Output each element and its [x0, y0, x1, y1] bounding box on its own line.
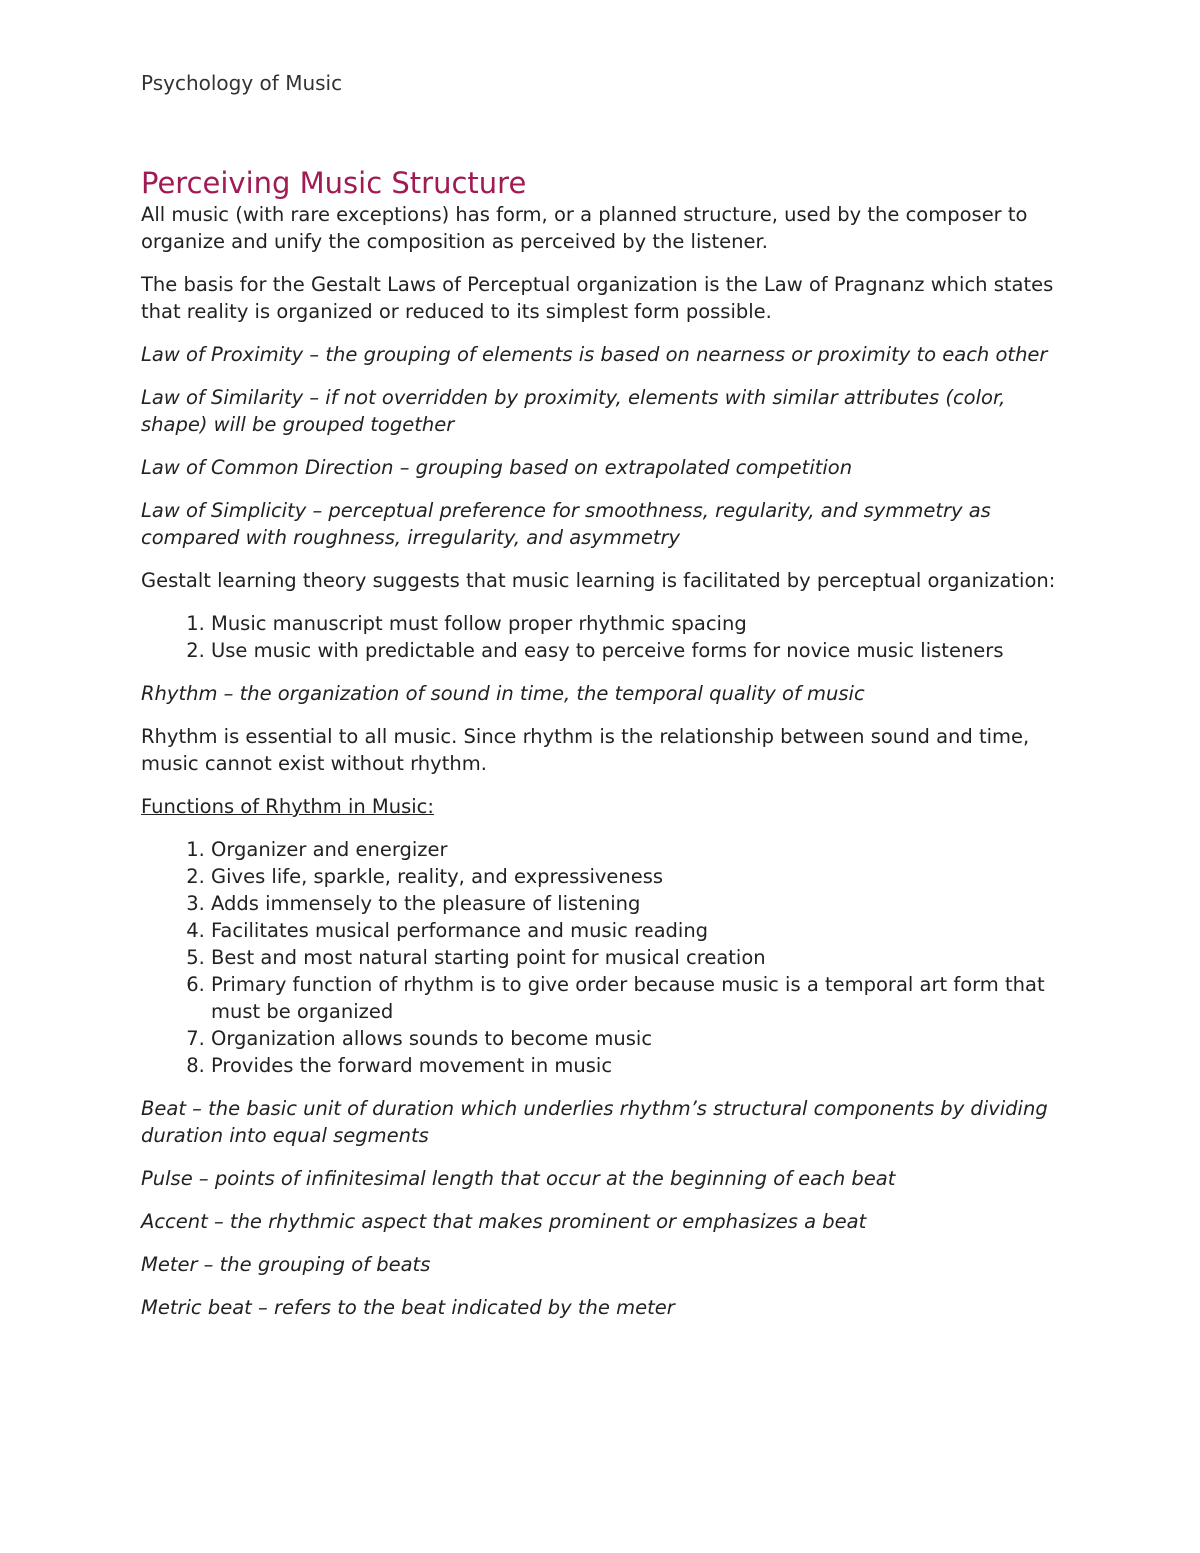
functions-heading	[141, 793, 1061, 820]
list-item: 4. Facilitates musical performance and music reading	[211, 917, 1061, 944]
gestalt-learning-paragraph: Gestalt learning theory suggests that music learning is facilitated by perceptual organization:	[141, 569, 1056, 592]
list-item: 2. Gives life, sparkle, reality, and expressiveness	[211, 863, 1061, 890]
running-header: Psychology of Music	[141, 71, 343, 95]
definition-accent: Accent – the rhythmic aspect that makes prominent or emphasizes a beat	[141, 1210, 867, 1233]
list-item: 8. Provides the forward movement in music	[211, 1052, 1061, 1079]
definition-meter: Meter – the grouping of beats	[141, 1253, 431, 1276]
list-item: 6. Primary function of rhythm is to give order because music is a temporal art form that must be organized	[211, 971, 1061, 1025]
learning-points-list	[141, 610, 1061, 664]
list-item: 7. Organization allows sounds to become music	[211, 1025, 1061, 1052]
intro-paragraph: All music (with rare exceptions) has form, or a planned structure, used by the composer to organize and unify the composition as perceived by the listener.	[141, 203, 1028, 253]
list-item: 3. Adds immensely to the pleasure of listening	[211, 890, 1061, 917]
definition-beat: Beat – the basic unit of duration which underlies rhythm’s structural components by dividing duration into equal segments	[141, 1097, 1048, 1147]
gestalt-basis-paragraph: The basis for the Gestalt Laws of Perceptual organization is the Law of Pragnanz which states that reality is organized or reduced to its simplest form possible.	[141, 273, 1054, 323]
functions-list	[141, 836, 1061, 1079]
list-item: 1. Music manuscript must follow proper rhythmic spacing	[211, 610, 1061, 637]
law-similarity: Law of Similarity – if not overridden by proximity, elements with similar attributes (color, shape) will be grouped together	[141, 386, 1006, 436]
list-item: 1. Organizer and energizer	[211, 836, 1061, 863]
list-item: 2. Use music with predictable and easy to perceive forms for novice music listeners	[211, 637, 1061, 664]
law-proximity: Law of Proximity – the grouping of elements is based on nearness or proximity to each other	[141, 343, 1048, 366]
law-common-direction: Law of Common Direction – grouping based on extrapolated competition	[141, 456, 853, 479]
section-title: Perceiving Music Structure	[141, 166, 527, 200]
rhythm-essential-paragraph: Rhythm is essential to all music. Since rhythm is the relationship between sound and time, music cannot exist without rhythm.	[141, 725, 1030, 775]
definition-metric-beat: Metric beat – refers to the beat indicated by the meter	[141, 1296, 675, 1319]
functions-heading-text: Functions of Rhythm in Music:	[141, 795, 434, 818]
rhythm-definition: Rhythm – the organization of sound in time, the temporal quality of music	[141, 682, 865, 705]
document-body	[141, 165, 1061, 1337]
list-item: 5. Best and most natural starting point for musical creation	[211, 944, 1061, 971]
law-simplicity: Law of Simplicity – perceptual preference for smoothness, regularity, and symmetry as compared with roughness, irregularity, and asymmetry	[141, 499, 991, 549]
definition-pulse: Pulse – points of infinitesimal length that occur at the beginning of each beat	[141, 1167, 896, 1190]
